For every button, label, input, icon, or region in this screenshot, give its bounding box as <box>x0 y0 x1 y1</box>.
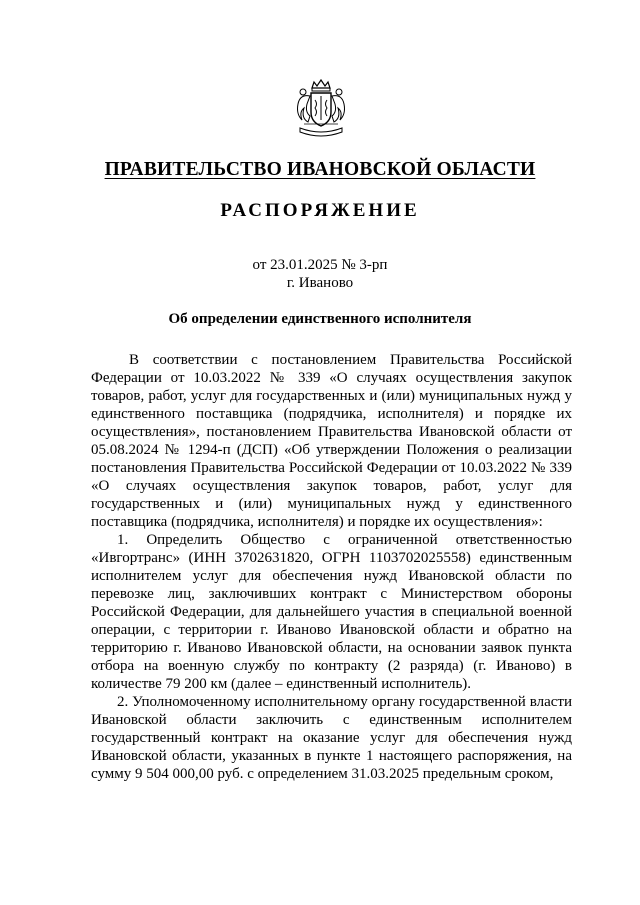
government-title: ПРАВИТЕЛЬСТВО ИВАНОВСКОЙ ОБЛАСТИ <box>104 159 536 180</box>
document-subject: Об определении единственного исполнителя <box>168 311 472 327</box>
emblem <box>290 78 352 140</box>
document-date-number: от 23.01.2025 № 3-рп <box>252 257 388 273</box>
item-2-paragraph: 2. Уполномоченному исполнительному органу государственной власти Ивановской области заключить с единственным исполнителем государственный контракт на оказание услуг для обеспечения нужд Ивановской области, указанных в пункте 1 настоящего распоряжения, на сумму 9 504 000,00 руб. с определением 31.03.2025 предельным сроком, <box>91 694 572 782</box>
preamble-paragraph: В соответствии с постановлением Правительства Российской Федерации от 10.03.2022 № 339 «О случаях осуществления закупок товаров, работ, услуг для государственных и (или) муниципальных нужд у единственного поставщика (подрядчика, исполнителя) и порядке их осуществления», постановлением Правительства Ивановской области от 05.08.2024 № 1294-п (ДСП) «Об утверждении Положения о реализации постановления Правительства Российской Федерации от 10.03.2022 № 339 «О случаях осуществления закупок товаров, работ, услуг для государственных и (или) муниципальных нужд у единственного поставщика (подрядчика, исполнителя) и порядке их осуществления»: <box>91 352 572 530</box>
document-city: г. Иваново <box>286 275 354 291</box>
document-type: РАСПОРЯЖЕНИЕ <box>220 200 420 221</box>
document-body <box>91 351 572 783</box>
item-1-paragraph: 1. Определить Общество с ограниченной ответственностью «Ивгортранс» (ИНН 3702631820, ОГРН 1103702025558) единственным исполнителем услуг для обеспечения нужд Ивановской области по перевозке лиц, заключивших контракт с Министерством обороны Российской Федерации, для дальнейшего участия в специальной военной операции, с территории г. Иваново Ивановской области и обратно на территорию г. Иваново Ивановской области, на основании заявок пункта отбора на военную службу по контракту (2 разряда) (г. Иваново) в количестве 79 200 км (далее – единственный исполнитель). <box>91 532 572 692</box>
ivanovo-coat-of-arms-icon <box>290 78 352 140</box>
